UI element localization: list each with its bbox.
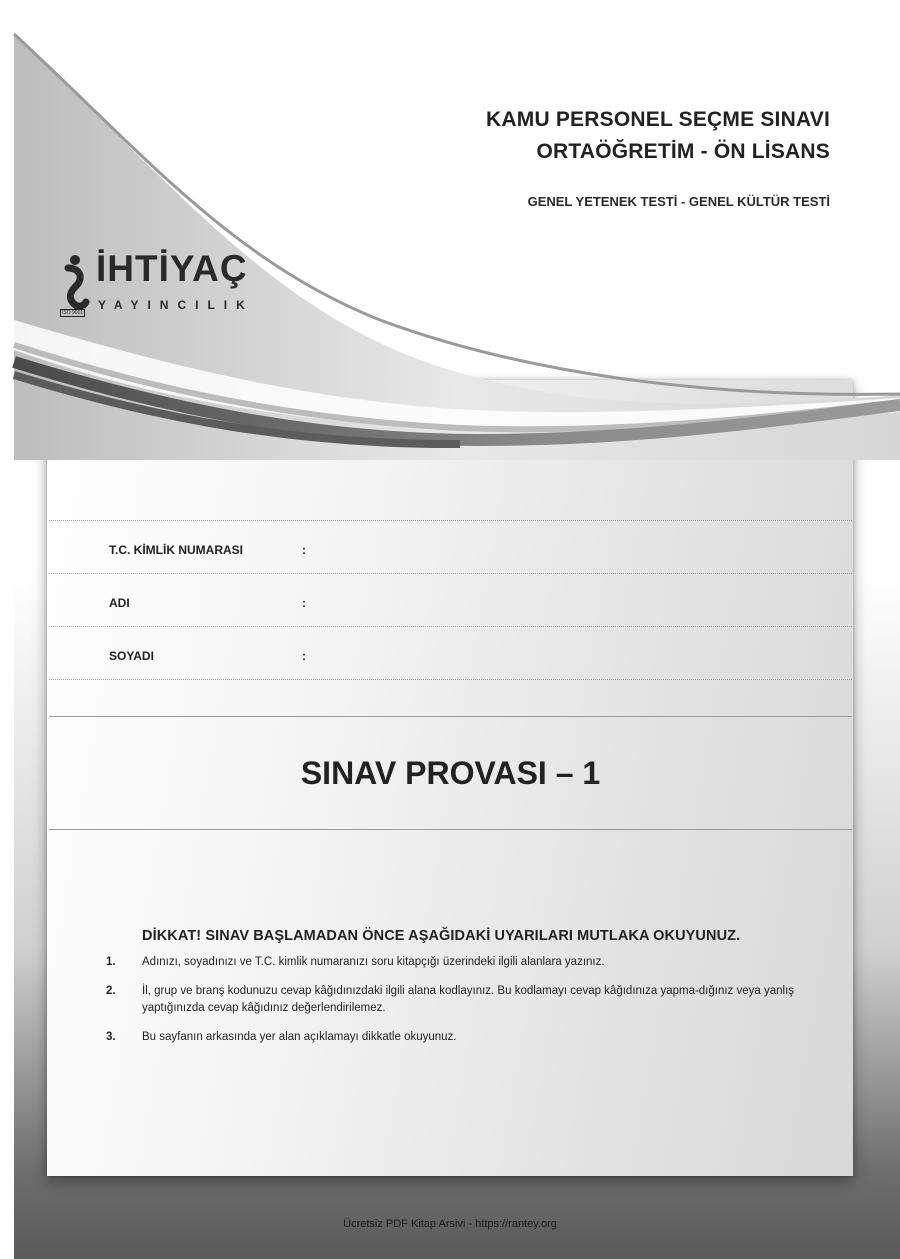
- instructions: [104, 928, 824, 1046]
- header-title-block: [486, 104, 830, 209]
- instruction-item: [104, 983, 824, 1017]
- field-separator: :: [302, 543, 306, 557]
- education-level: ORTAÖĞRETİM - ÖN LİSANS: [536, 140, 830, 163]
- figure-logo-icon: [60, 254, 90, 310]
- field-row-tc-number: [49, 520, 852, 573]
- publisher-logo: [60, 248, 290, 322]
- candidate-fields: [49, 520, 852, 680]
- logo-name: İHTİYAÇ: [96, 248, 248, 289]
- field-label: T.C. KİMLİK NUMARASI: [109, 543, 243, 557]
- logo-tagline: YAYINCILIK: [98, 298, 254, 312]
- field-row-surname: [49, 626, 852, 680]
- exam-title: SINAV PROVASI – 1: [300, 755, 601, 791]
- test-types: GENEL YETENEK TESTİ - GENEL KÜLTÜR TESTİ: [527, 194, 830, 209]
- instruction-item: [104, 1029, 824, 1046]
- field-label: SOYADI: [109, 649, 154, 663]
- instruction-text: Bu sayfanın arkasında yer alan açıklamayı dikkatle okuyunuz.: [142, 1031, 457, 1043]
- instruction-text: Adınızı, soyadınızı ve T.C. kimlik numaranızı soru kitapçığı üzerindeki ilgili alanlara yazınız.: [142, 956, 605, 968]
- instruction-text: İl, grup ve branş kodunuzu cevap kâğıdınızdaki ilgili alana kodlayınız. Bu kodlamayı cevap kâğıdınıza yapma-dığınız veya yanlış yaptığınızda cevap kâğıdınız değerlendirilemez.: [142, 985, 795, 1014]
- field-label: ADI: [109, 596, 130, 610]
- instruction-number: 2.: [106, 985, 116, 997]
- exam-title-band: [49, 716, 852, 830]
- iso-badge: ISO 9001: [62, 310, 84, 316]
- decorative-swoosh: [0, 0, 900, 460]
- field-row-name: [49, 573, 852, 626]
- instruction-item: [104, 954, 824, 971]
- exam-name: KAMU PERSONEL SEÇME SINAVI: [486, 108, 830, 131]
- instruction-number: 3.: [106, 1031, 116, 1043]
- instructions-heading: DİKKAT! SINAV BAŞLAMADAN ÖNCE AŞAĞIDAKİ UYARILARI MUTLAKA OKUYUNUZ.: [142, 928, 741, 944]
- instruction-number: 1.: [106, 956, 116, 968]
- footer-note: Ücretsiz PDF Kitap Arsivi - https://rantey.org: [343, 1218, 557, 1230]
- field-separator: :: [302, 649, 306, 663]
- field-separator: :: [302, 596, 306, 610]
